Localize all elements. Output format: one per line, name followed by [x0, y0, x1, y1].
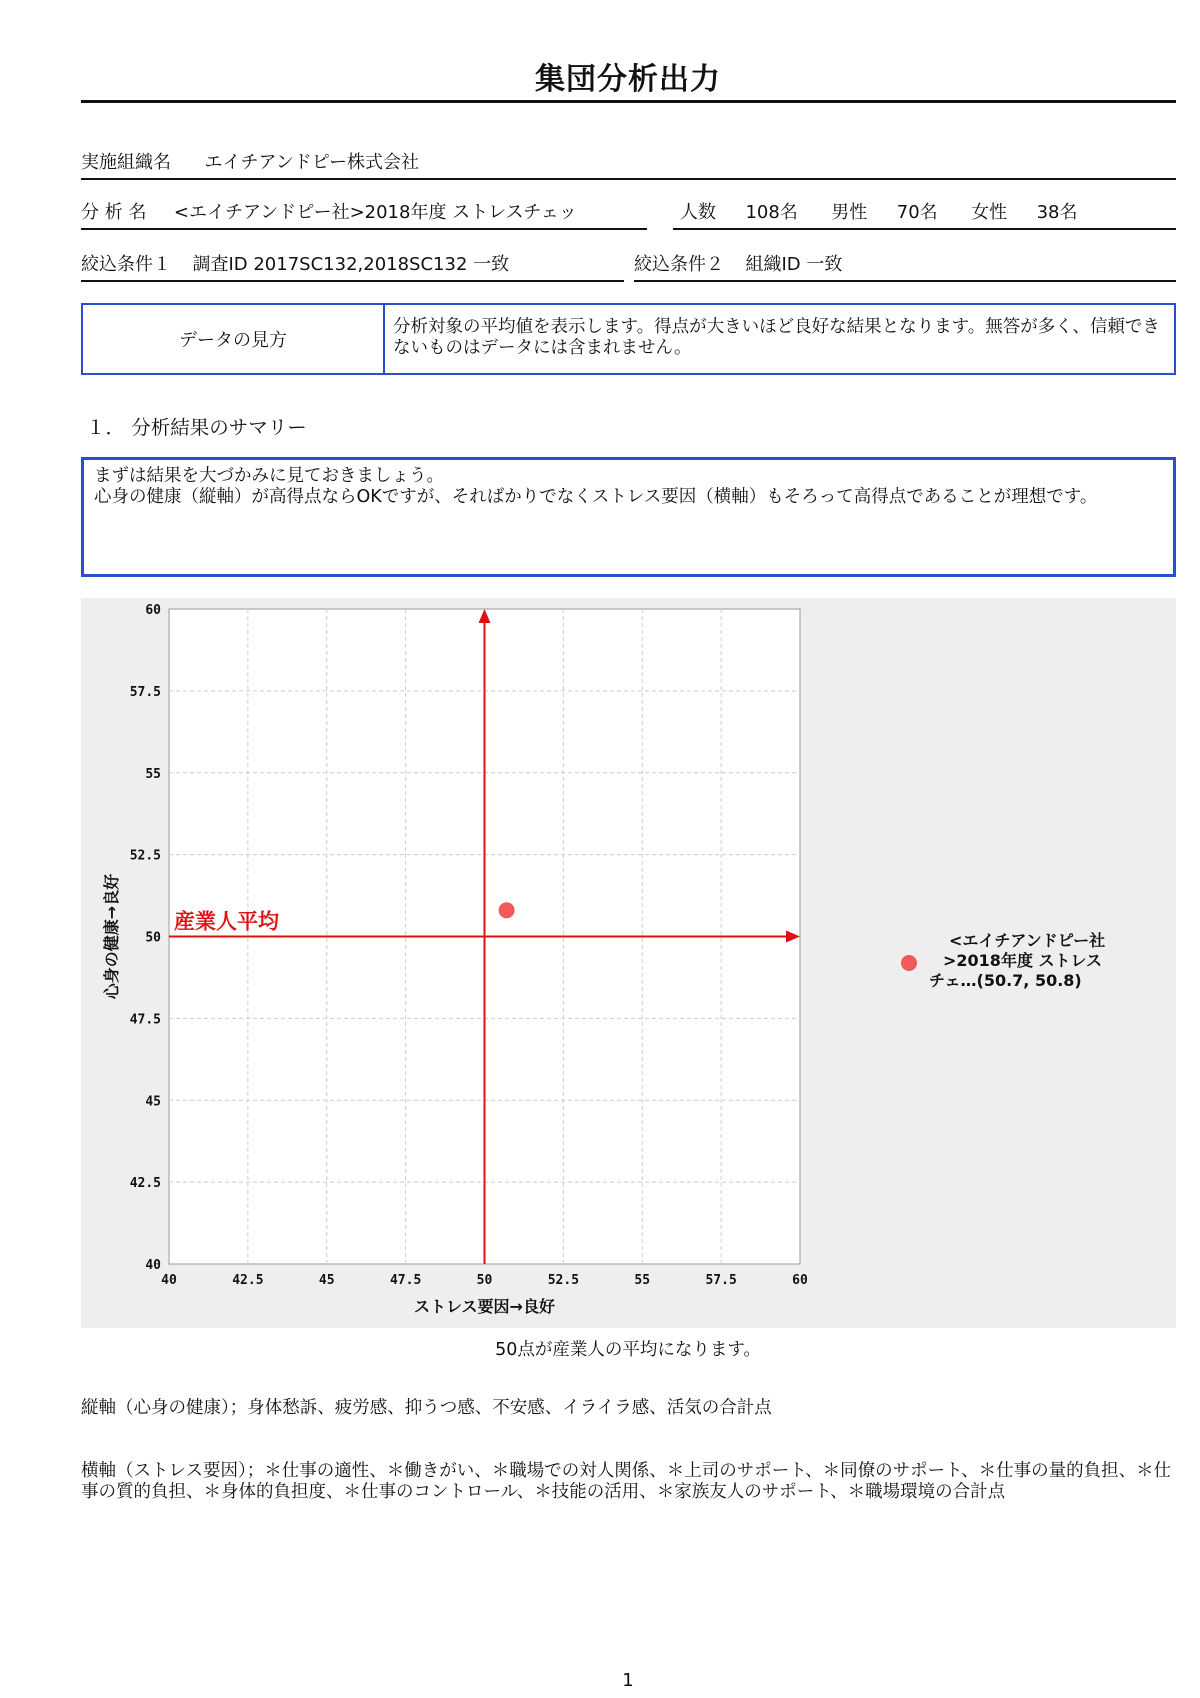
y-axis-title: 心身の健康→良好	[102, 873, 121, 1000]
summary-box	[81, 457, 1176, 577]
chart-area	[81, 598, 1176, 1328]
horizontal-axis-note: 横軸（ストレス要因）；＊仕事の適性、＊働きがい、＊職場での対人関係、＊上司のサポート、＊同僚のサポート、＊仕事の量的負担、＊仕事の質的負担、＊身体的負担度、＊仕事のコントロール、＊技能の活用、＊家族友人のサポート、＊職場環境の合計点	[81, 1461, 1172, 1502]
org-row	[81, 148, 419, 174]
x-tick-label: 50	[476, 1273, 493, 1288]
summary-line-2: 心身の健康（縦軸）が高得点ならOKですが、そればかりでなくストレス要因（横軸）もそろって高得点であることが理想です。	[94, 487, 1098, 507]
howto-text: 分析対象の平均値を表示します。得点が大きいほど良好な結果となります。無答が多く、信頼できないものはデータには含まれません。	[393, 317, 1160, 358]
filter1-row	[81, 250, 509, 276]
scatter-chart	[81, 598, 1176, 1328]
org-rule	[81, 178, 1176, 180]
y-tick-label: 40	[145, 1258, 161, 1273]
howto-box	[81, 303, 1176, 375]
filter1-rule	[81, 280, 624, 282]
female-label: 女性	[971, 202, 1008, 223]
howto-label: データの見方	[83, 305, 385, 373]
filter2-label: 絞込条件２	[634, 254, 724, 275]
male-label: 男性	[831, 202, 868, 223]
org-value: エイチアンドピー株式会社	[204, 152, 420, 173]
x-tick-label: 52.5	[547, 1273, 580, 1288]
summary-line-1: まずは結果を大づかみに見ておきましょう。	[94, 466, 444, 486]
female-count: 38名	[1036, 202, 1078, 223]
analysis-row	[81, 198, 577, 224]
headcount-row	[680, 198, 1078, 224]
analysis-value: <エイチアンドピー社>2018年度 ストレスチェッ	[173, 202, 577, 223]
x-tick-label: 57.5	[705, 1273, 737, 1288]
x-tick-label: 55	[634, 1273, 651, 1288]
analysis-label: 分 析 名	[81, 202, 147, 223]
y-tick-label: 42.5	[129, 1176, 161, 1192]
headcount-total: 108名	[745, 202, 798, 223]
y-tick-label: 55	[145, 766, 161, 782]
x-axis-title: ストレス要因→良好	[414, 1297, 555, 1316]
x-tick-label: 47.5	[389, 1273, 422, 1288]
x-tick-label: 45	[318, 1273, 335, 1288]
y-tick-label: 45	[145, 1094, 161, 1110]
y-tick-label: 52.5	[129, 848, 161, 864]
filter1-value: 調査ID 2017SC132,2018SC132 一致	[192, 254, 510, 275]
reference-label: 産業人平均	[174, 909, 279, 934]
y-tick-label: 60	[145, 603, 161, 618]
analysis-rule	[81, 228, 647, 230]
page-title: 集団分析出力	[535, 62, 721, 97]
y-tick-label: 57.5	[129, 684, 161, 700]
x-tick-label: 42.5	[232, 1273, 264, 1288]
section-title: １． 分析結果のサマリー	[86, 416, 307, 439]
legend-label-line-2: >2018年度 ストレス	[943, 951, 1103, 970]
legend-label-line-3: チェ…(50.7, 50.8)	[929, 971, 1082, 990]
title-rule	[81, 100, 1176, 103]
filter2-rule	[634, 280, 1176, 282]
vertical-axis-note: 縦軸（心身の健康）；身体愁訴、疲労感、抑うつ感、不安感、イライラ感、活気の合計点	[81, 1398, 772, 1418]
headcount-label: 人数	[680, 202, 716, 223]
filter1-label: 絞込条件１	[81, 254, 171, 275]
filter2-value: 組織ID 一致	[745, 254, 843, 275]
y-tick-label: 50	[145, 930, 161, 946]
chart-caption: 50点が産業人の平均になります。	[495, 1340, 761, 1360]
page-number: 1	[622, 1670, 634, 1691]
org-label: 実施組織名	[81, 152, 171, 173]
male-count: 70名	[896, 202, 938, 223]
headcount-rule	[673, 228, 1176, 230]
x-tick-label: 40	[161, 1273, 177, 1288]
filter2-row	[634, 250, 842, 276]
x-tick-label: 60	[792, 1273, 808, 1288]
legend-marker	[901, 955, 917, 971]
data-point	[499, 902, 515, 918]
legend-label-line-1: <エイチアンドピー社	[949, 931, 1106, 950]
y-tick-label: 47.5	[129, 1012, 161, 1028]
